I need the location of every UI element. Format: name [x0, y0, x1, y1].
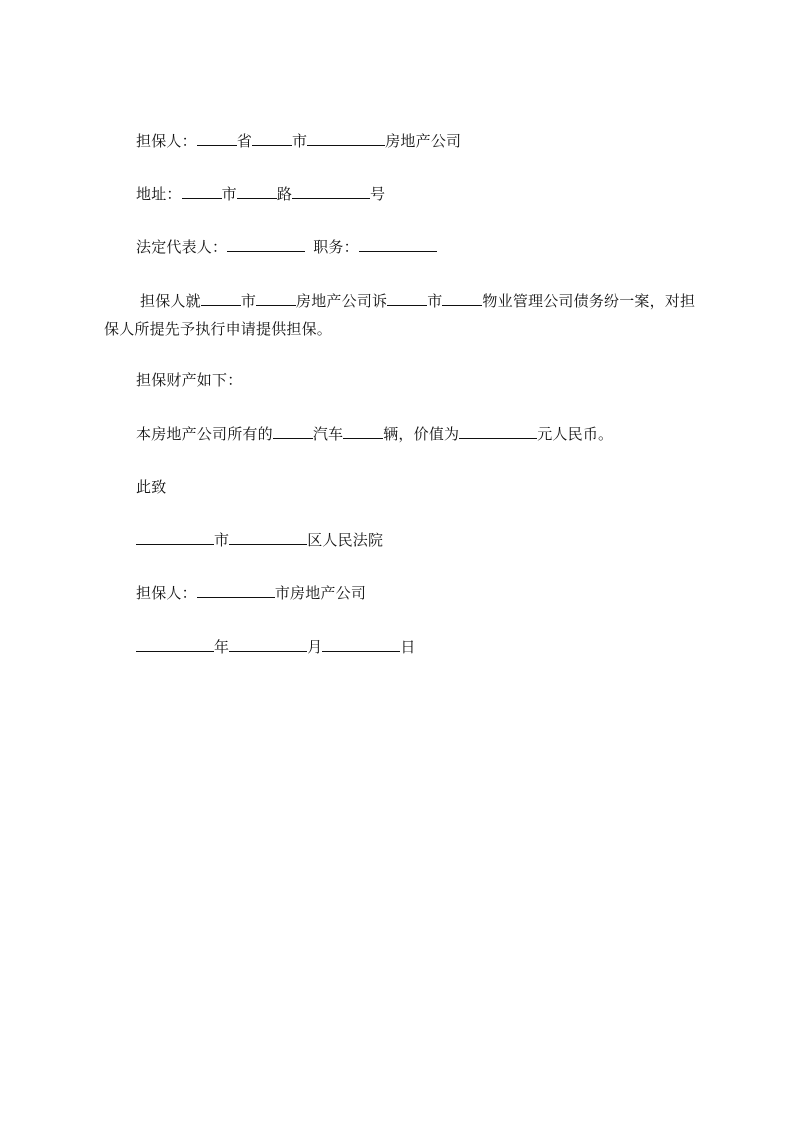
blank-field — [237, 184, 277, 199]
blank-field — [252, 131, 292, 146]
blank-field — [292, 184, 370, 199]
guarantor-label: 担保人： — [136, 132, 197, 150]
property-text: 本房地产公司所有的 — [136, 425, 273, 443]
blank-field — [229, 637, 307, 652]
blank-field — [229, 530, 307, 545]
blank-field — [343, 424, 383, 439]
blank-field — [273, 424, 313, 439]
date-line — [136, 637, 416, 657]
legal-rep-label: 法定代表人： — [136, 238, 228, 256]
property-line — [136, 424, 613, 444]
company-text: 市房地产公司 — [274, 584, 367, 602]
blank-field — [307, 131, 385, 146]
city-text: 市 — [221, 185, 237, 203]
blank-field — [227, 237, 305, 252]
blank-field — [136, 530, 214, 545]
car-text: 汽车 — [312, 425, 344, 443]
blank-field — [136, 637, 214, 652]
blank-field — [182, 184, 222, 199]
blank-field — [197, 583, 275, 598]
road-text: 路 — [276, 185, 293, 203]
blank-field — [387, 291, 427, 306]
position-label: 职务： — [313, 238, 359, 256]
blank-field — [359, 237, 437, 252]
city-text: 市 — [240, 292, 257, 310]
year-text: 年 — [214, 638, 230, 656]
address-label: 地址： — [136, 185, 182, 203]
guarantor-line — [136, 131, 461, 151]
paragraph-text: 物业管理公司债务纷一案，对担保人所提先予执行申请提供担保。 — [104, 292, 696, 338]
day-text: 日 — [400, 638, 416, 656]
currency-text: 元人民币。 — [537, 425, 614, 443]
city-text: 市 — [214, 531, 230, 549]
city-text: 市 — [292, 132, 308, 150]
signature-label: 担保人： — [136, 584, 197, 602]
blank-field — [201, 291, 241, 306]
address-line — [136, 184, 385, 204]
salutation: 此致 — [136, 478, 167, 496]
blank-field — [442, 291, 482, 306]
legal-rep-line — [136, 237, 437, 257]
blank-field — [197, 131, 237, 146]
property-heading: 担保财产如下： — [136, 371, 243, 389]
city-text: 市 — [427, 292, 443, 310]
number-text: 号 — [370, 185, 386, 203]
company-text: 房地产公司 — [385, 132, 462, 150]
blank-field — [459, 424, 537, 439]
blank-field — [256, 291, 296, 306]
blank-field — [322, 637, 400, 652]
paragraph-text: 担保人就 — [140, 292, 201, 310]
unit-text: 辆，价值为 — [383, 425, 460, 443]
court-line — [136, 530, 383, 550]
body-paragraph — [104, 287, 704, 343]
signature-line — [136, 583, 366, 603]
province-text: 省 — [236, 132, 253, 150]
court-text: 区人民法院 — [307, 531, 384, 549]
paragraph-text: 房地产公司诉 — [296, 292, 388, 310]
month-text: 月 — [307, 638, 323, 656]
